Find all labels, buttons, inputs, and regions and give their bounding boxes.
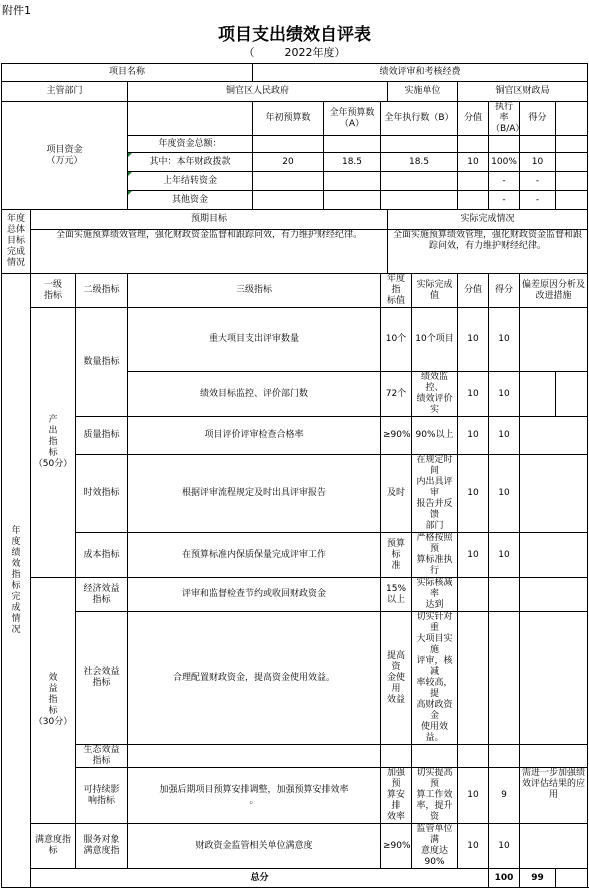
funds-score: 10	[458, 153, 489, 172]
actual-cell: 90%以上	[412, 417, 458, 455]
level2-cell: 生态效益 指标	[76, 745, 128, 768]
year-value: 2022年度）	[284, 46, 346, 59]
goals-expected-text: 全面实施预算绩效管理，强化财政资金监督和跟踪问效，有力维护财经纪律。	[31, 230, 388, 274]
points-cell: 10	[489, 417, 520, 455]
header-extra	[556, 102, 588, 136]
actual-cell: 实际核减率 达到	[412, 578, 458, 612]
level3-cell: 项目评价评审检查合格率	[128, 417, 381, 455]
level2-cell: 可持续影 响指标	[76, 768, 128, 824]
project-name-value: 绩效评审和考核经费	[253, 64, 588, 82]
score-cell: 10	[458, 308, 489, 372]
funds-rate: -	[489, 172, 520, 191]
target-cell: ≥90%	[381, 417, 412, 455]
score-cell: 10	[458, 455, 489, 533]
header-points: 得分	[520, 102, 556, 136]
level2-cell: 质量指标	[76, 417, 128, 455]
header-reason: 偏差原因分析及 改进措施	[520, 274, 588, 308]
dept-value: 铜官区人民政府	[128, 82, 388, 102]
header-actual: 实际完成值	[412, 274, 458, 308]
actual-cell: 10个项目	[412, 308, 458, 372]
target-cell: 提高资 金使用 效益	[381, 612, 412, 745]
funds-rate: -	[489, 191, 520, 210]
score-cell: 10	[458, 417, 489, 455]
level3-cell: 绩效目标监控、评价部门数	[128, 372, 381, 417]
target-cell: 10个	[381, 308, 412, 372]
total-score: 100	[489, 869, 520, 888]
header-target: 年度指 标值	[381, 274, 412, 308]
target-cell: 加强预 算安排 效率	[381, 768, 412, 824]
header-level2: 二级指标	[76, 274, 128, 308]
target-cell: 预算标 准	[381, 533, 412, 578]
level2-cell: 成本指标	[76, 533, 128, 578]
level3-cell: 在预算标准内保质保量完成评审工作	[128, 533, 381, 578]
points-cell: 10	[489, 372, 520, 417]
year-open: （	[243, 46, 255, 59]
level3-cell: 财政资金监管相关单位满意度	[128, 824, 381, 869]
level2-cell: 数量指标	[76, 308, 128, 417]
funds-points: -	[520, 172, 556, 191]
points-cell: 10	[489, 455, 520, 533]
year-line	[0, 44, 589, 60]
score-cell: 10	[458, 533, 489, 578]
page-title: 项目支出绩效自评表	[218, 25, 371, 45]
evaluation-table	[1, 63, 588, 888]
actual-cell: 切实提高预 算工作效 率，提升资	[412, 768, 458, 824]
actual-cell: 在规定时间 内出具评审 报告并反馈 部门	[412, 455, 458, 533]
score-cell: 10	[458, 824, 489, 869]
funds-total-label: 年度资金总额：	[128, 136, 253, 153]
goals-expected-header: 预期目标	[31, 210, 388, 230]
target-cell: ≥90%	[381, 824, 412, 869]
actual-cell: 切实针对重 大项目实施 评审，核减 率较高，提 高财政资金 使用效益。	[412, 612, 458, 745]
header-ind-points: 得分	[489, 274, 520, 308]
reason-cell	[520, 308, 588, 372]
indicators-section-label: 年 度 绩 效 指 标 完 成 情 况	[2, 274, 31, 888]
header-rate: 执行率 （B/A）	[489, 102, 520, 136]
points-cell: 10	[489, 308, 520, 372]
funds-header-blank	[128, 102, 253, 136]
target-cell: 15%以上	[381, 578, 412, 612]
level2-cell: 服务对象 满意度指	[76, 824, 128, 869]
funds-points: 10	[520, 153, 556, 172]
header-score: 分值	[458, 102, 489, 136]
level2-cell: 社会效益 指标	[76, 612, 128, 745]
header-ind-score: 分值	[458, 274, 489, 308]
header-level1: 一级 指标	[31, 274, 76, 308]
satisfaction-indicators-label: 满意度指 标	[31, 824, 76, 869]
header-level3: 三级指标	[128, 274, 381, 308]
unit-value: 铜官区财政局	[458, 82, 588, 102]
goals-actual-header: 实际完成情况	[388, 210, 588, 230]
funds-rate: 100%	[489, 153, 520, 172]
score-cell: 10	[458, 372, 489, 417]
goals-label: 年度 总体 目标 完成 情况	[2, 210, 31, 274]
unit-label: 实施单位	[388, 82, 458, 102]
points-cell: 10	[489, 824, 520, 869]
funds-exec: 18.5	[381, 153, 458, 172]
reason-cell: 需进一步加强绩 效评估结果的应 用	[520, 768, 588, 824]
level3-cell: 根据评审流程规定及时出具评审报告	[128, 455, 381, 533]
dept-label: 主管部门	[2, 82, 128, 102]
total-points: 99	[520, 869, 556, 888]
funds-row-label: 其他资金	[128, 191, 253, 210]
score-cell: 10	[458, 768, 489, 824]
target-cell: 72个	[381, 372, 412, 417]
target-cell: 及时	[381, 455, 412, 533]
level2-cell: 经济效益 指标	[76, 578, 128, 612]
level3-cell: 合理配置财政资金，提高资金使用效益。	[128, 612, 381, 745]
points-cell: 10	[489, 533, 520, 578]
goals-actual-text: 全面实施预算绩效管理，强化财政资金监督和跟踪问效，有力维护财经纪律。	[388, 230, 588, 274]
funds-initial: 20	[253, 153, 324, 172]
level3-cell: 重大项目支出评审数量	[128, 308, 381, 372]
annex-label: 附件1	[2, 4, 31, 17]
actual-cell: 严格按照预 算标准执行	[412, 533, 458, 578]
points-cell: 9	[489, 768, 520, 824]
header-full-budget: 全年预算数 （A）	[324, 102, 381, 136]
funds-points: -	[520, 191, 556, 210]
header-initial-budget: 年初预算数	[253, 102, 324, 136]
header-executed: 全年执行数（B）	[381, 102, 458, 136]
benefit-indicators-label: 效 益 指 标 （30分）	[31, 578, 76, 824]
funds-section-label: 项目资金 （万元）	[2, 102, 128, 210]
funds-full: 18.5	[324, 153, 381, 172]
level3-cell: 评审和监督检查节约或收回财政资金	[128, 578, 381, 612]
total-label: 总分	[31, 869, 489, 888]
actual-cell: 监管单位满 意度达90%	[412, 824, 458, 869]
actual-cell: 绩效监控、 绩效评价实	[412, 372, 458, 417]
level2-cell: 时效指标	[76, 455, 128, 533]
funds-row-label: 其中：本年财政拨款	[128, 153, 253, 172]
project-name-label: 项目名称	[2, 64, 253, 82]
funds-row-label: 上年结转资金	[128, 172, 253, 191]
output-indicators-label: 产 出 指 标 （50分）	[31, 308, 76, 578]
level3-cell: 加强后期项目预算安排调整，加强预算安排效率 。	[128, 768, 381, 824]
